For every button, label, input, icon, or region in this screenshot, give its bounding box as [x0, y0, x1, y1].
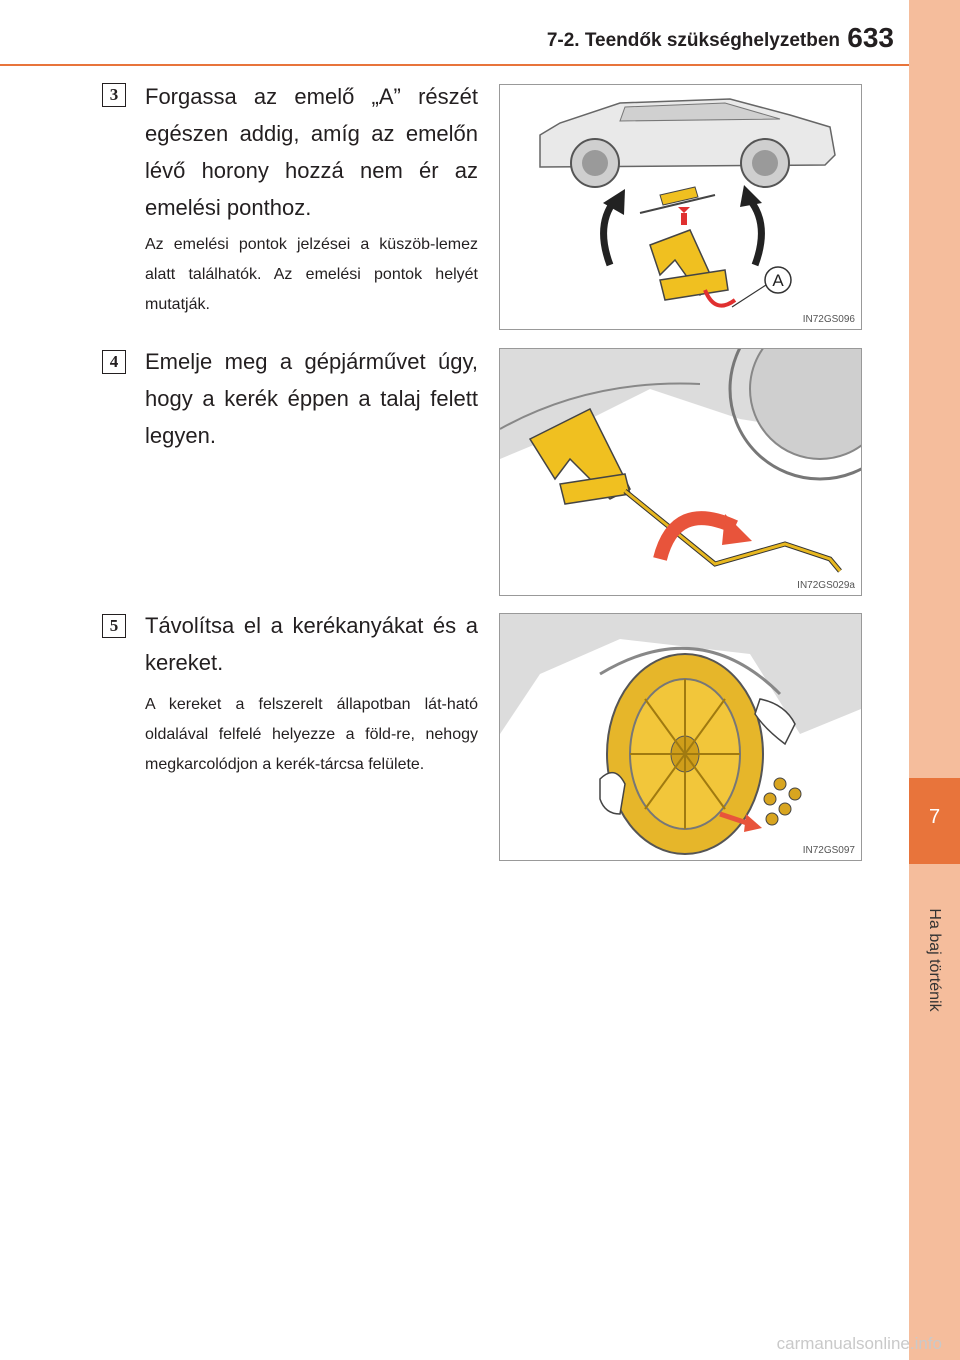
step-3-note: Az emelési pontok jelzései a küszöb-lemez alatt találhatók. Az emelési pontok helyét mutatják. [145, 236, 478, 313]
jack-raise-illustration [500, 85, 861, 329]
header-rule [0, 64, 909, 66]
step-5-badge: 5 [102, 614, 126, 638]
figure-code: IN72GS096 [802, 314, 855, 325]
wheel-removal-illustration [500, 614, 861, 860]
step-5-note: A kereket a felszerelt állapotban lát-ható oldalával felfelé helyezze a föld-re, nehogy megkarcolódjon a kerék-tárcsa felülete. [145, 696, 478, 773]
figure-jack-crank [499, 348, 862, 596]
page-number: 633 [847, 22, 894, 53]
figure-code: IN72GS097 [802, 845, 855, 856]
step-3-badge: 3 [102, 83, 126, 107]
figure-code: IN72GS029a [797, 580, 855, 591]
figure-jack-raise [499, 84, 862, 330]
step-3-text: Forgassa az emelő „A” részét egészen addig, amíg az emelőn lévő horony hozzá nem ér az emelési ponthoz. [145, 84, 478, 220]
chapter-sidebar [909, 0, 960, 1360]
step-4-text: Emelje meg a gépjárművet úgy, hogy a kerék éppen a talaj felett legyen. [145, 349, 478, 448]
step-4-badge: 4 [102, 350, 126, 374]
figure-wheel-removal [499, 613, 862, 861]
jack-crank-illustration [500, 349, 861, 595]
chapter-number: 7 [928, 806, 941, 828]
footer-watermark: carmanualsonline.info [776, 1334, 942, 1353]
chapter-label: Ha baj történik [926, 908, 943, 1012]
section-title: 7-2. Teendők szükséghelyzetben [546, 30, 840, 51]
callout-a-label: A [772, 271, 784, 290]
chapter-tab [909, 778, 960, 864]
step-5-text: Távolítsa el a kerékanyákat és a kereket. [145, 613, 478, 675]
